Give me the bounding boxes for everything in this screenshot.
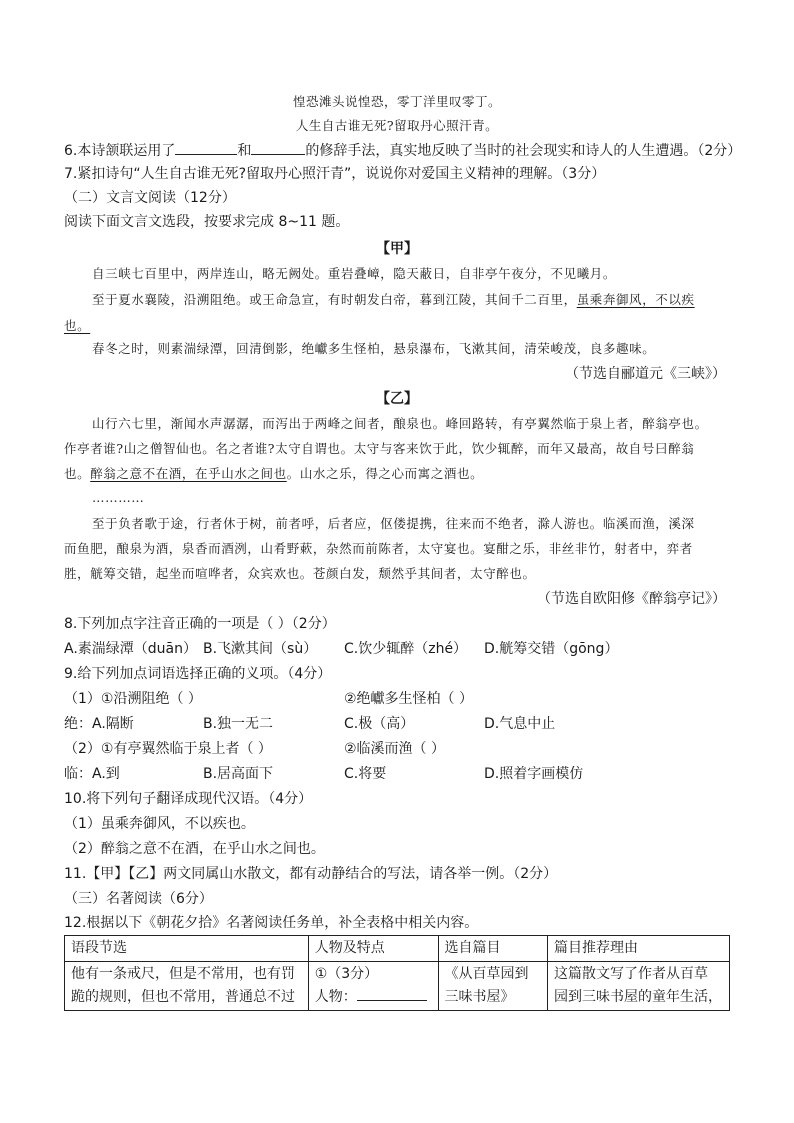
excerpt-line-1: 他有一条戒尺，但是不常用，也有罚 [71,966,295,982]
q9-2-item-2: ②临溪而渔（ ） [344,741,446,757]
character-line [315,986,432,1009]
q9-opt1-b[interactable]: B.独一无二 [203,716,274,732]
question-11: 11.【甲】【乙】两文同属山水散文，都有动静结合的写法，请各举一例。（2分） [64,866,558,882]
q6-blank-1[interactable] [175,140,237,155]
jia-p2-underlined: 虽乘奔御风，不以疾 [576,292,695,307]
q9-opt2-d[interactable]: D.照着字画模仿 [484,766,584,782]
table-cell-character [308,962,438,1011]
chapter-line-1: 《从百草园到 [444,966,529,982]
table-cell-reason [548,962,730,1011]
q9-opt1-a[interactable]: 绝：A.隔断 [64,716,134,732]
q10-sentence-2: （2）醉翁之意不在酒，在乎山水之间也。 [64,841,325,857]
q10-sentence-1: （1）虽乘奔御风，不以疾也。 [64,816,255,832]
jia-p2-underlined-end: 也。 [64,318,91,333]
passage-jia-title: 【甲】 [376,241,418,257]
passage-yi-title: 【乙】 [376,391,418,407]
q8-option-d[interactable]: D.觥筹交错（gōng） [484,641,619,657]
q9-opt1-c[interactable]: C.极（高） [344,716,415,732]
reading-task-table [64,935,730,1011]
question-12: 12.根据以下《朝花夕拾》名著阅读任务单，补全表格中相关内容。 [64,915,479,931]
yi-source: （节选自欧阳修《醉翁亭记》） [537,591,726,607]
excerpt-line-2: 跪的规则，但也不常用，普通总不过 [71,989,295,1005]
jia-paragraph-2-line-1 [92,290,695,310]
character-score: ①（3分） [314,966,379,982]
q9-1-item-1: （1）①沿溯阻绝（ ） [64,691,202,707]
yi-paragraph-1-line-2: 作亭者谁?山之僧智仙也。名之者谁?太守自谓也。太守与客来饮于此，饮少辄醉，而年又最高，故自号曰醉翁 [64,441,695,456]
question-8: 8.下列加点字注音正确的一项是（ ）（2分） [64,616,336,632]
table-header-cell: 选自篇目 [438,936,548,962]
table-row [65,962,730,1011]
q9-opt1-d[interactable]: D.气息中止 [484,716,556,732]
section-2-instruction: 阅读下面文言文选段，按要求完成 8~11 题。 [64,214,350,230]
q6-part-a: 6.本诗颔联运用了 [64,143,176,159]
q6-part-c: 的修辞手法，真实地反映了当时的社会现实和诗人的人生遭遇。（2分） [305,143,742,159]
question-10: 10.将下列句子翻译成现代汉语。（4分） [64,791,313,807]
reason-line-1: 这篇散文写了作者从百草 [554,966,709,982]
jia-paragraph-2-line-2 [64,316,90,336]
section-2-heading: （二）文言文阅读（12分） [64,190,236,206]
question-6 [64,140,741,161]
question-9: 9.给下列加点词语选择正确的义项。（4分） [64,666,332,682]
q8-option-a[interactable]: A.素湍绿潭（duān） [64,641,197,657]
jia-p2-text: 至于夏水襄陵，沿溯阻绝。或王命急宣，有时朝发白帝，暮到江陵，其间千二百里， [92,292,577,307]
yi-p1-text: 也。 [64,466,91,481]
table-header-cell: 人物及特点 [308,936,438,962]
yi-paragraph-1-line-1: 山行六七里，渐闻水声潺潺，而泻出于两峰之间者，酿泉也。峰回路转，有亭翼然临于泉上者，醉翁亭也。 [92,416,708,431]
poem-line-2: 人生自古谁无死?留取丹心照汗青。 [295,118,499,133]
q8-option-b[interactable]: B.飞漱其间（sù） [203,641,318,657]
q8-option-c[interactable]: C.饮少辄醉（zhé） [344,641,468,657]
yi-p1-text-end: 。山水之乐，得之心而寓之酒也。 [286,466,484,481]
yi-paragraph-1-line-3 [64,464,483,484]
table-header-cell: 语段节选 [65,936,309,962]
section-3-heading: （三）名著阅读（6分） [64,891,213,907]
poem-line-1: 惶恐滩头说惶恐，零丁洋里叹零丁。 [292,94,501,109]
yi-paragraph-2-line-1: 至于负者歌于途，行者休于树，前者呼，后者应，伛偻提携，往来而不绝者，滁人游也。临溪而渔，溪深 [92,516,695,531]
chapter-line-2: 三味书屋》 [444,989,515,1005]
jia-source: （节选自郦道元《三峡》） [565,366,726,382]
table-cell-chapter [438,962,548,1011]
q6-blank-2[interactable] [251,140,305,155]
jia-paragraph-3: 春冬之时，则素湍绿潭，回清倒影，绝巘多生怪柏，悬泉瀑布，飞漱其间，清荣峻茂，良多趣味。 [92,341,656,356]
table-header-row [65,936,730,962]
q9-opt2-c[interactable]: C.将要 [344,766,387,782]
q9-opt2-b[interactable]: B.居高面下 [203,766,274,782]
yi-ellipsis: ………… [92,490,145,505]
table-cell-excerpt [65,962,309,1011]
q9-2-item-1: （2）①有亭翼然临于泉上者（ ） [64,741,272,757]
question-7: 7.紧扣诗句“人生自古谁无死?留取丹心照汗青”，说说你对爱国主义精神的理解。（3分） [64,166,606,182]
table-header-cell: 篇目推荐理由 [548,936,730,962]
yi-p1-underlined: 醉翁之意不在酒，在乎山水之间也 [90,466,287,481]
q9-opt2-a[interactable]: 临：A.到 [64,766,120,782]
q6-part-b: 和 [237,143,252,159]
character-label: 人物： [314,989,357,1005]
jia-paragraph-1: 自三峡七百里中，两岸连山，略无阙处。重岩叠嶂，隐天蔽日，自非亭午夜分，不见曦月。 [92,266,617,281]
yi-paragraph-2-line-2: 而鱼肥，酿泉为酒，泉香而酒洌，山肴野蔌，杂然而前陈者，太守宴也。宴酣之乐，非丝非竹，射者中，弈者 [64,541,693,556]
reason-line-2: 园到三味书屋的童年生活， [554,989,723,1005]
q9-1-item-2: ②绝巘多生怪柏（ ） [344,691,474,707]
yi-paragraph-2-line-3: 胜，觥筹交错，起坐而喧哗者，众宾欢也。苍颜白发，颓然乎其间者，太守醉也。 [64,566,536,581]
character-answer-blank[interactable] [357,986,427,1001]
